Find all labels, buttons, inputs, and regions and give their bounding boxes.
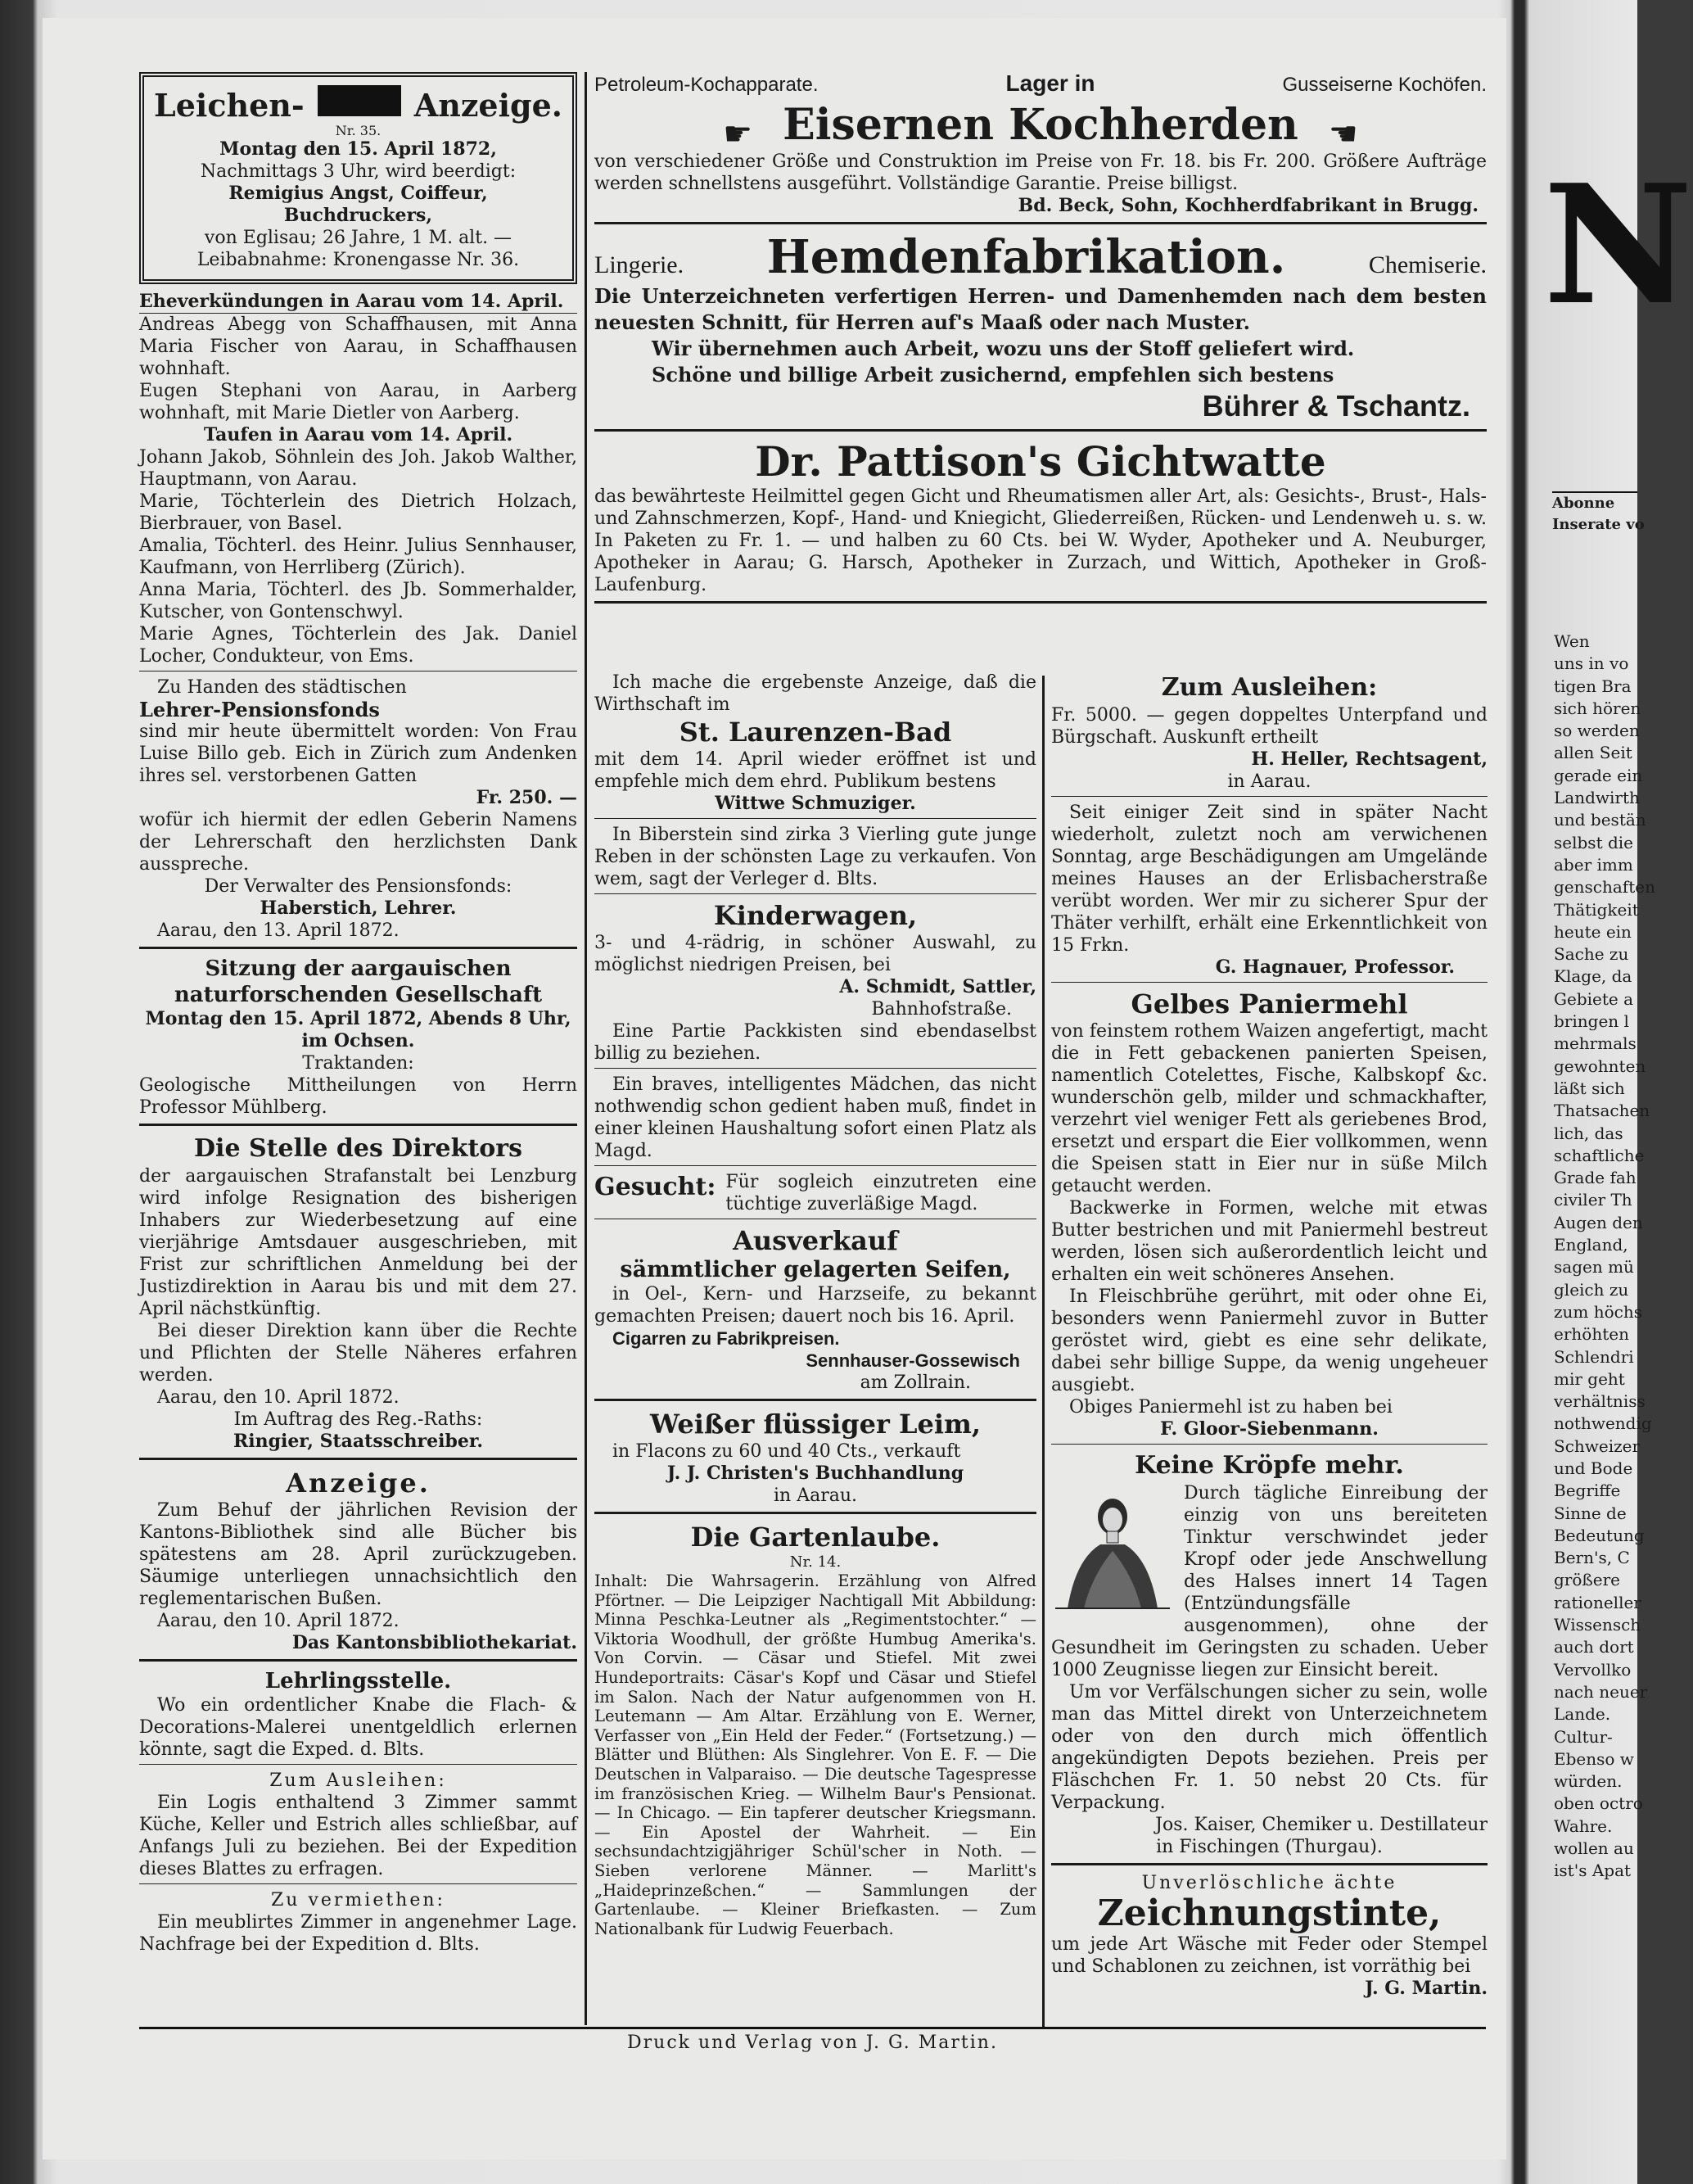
- leichen-line-4: von Eglisau; 26 Jahre, 1 M. alt. —: [204, 228, 512, 248]
- pattison-text: das bewährteste Heilmittel gegen Gicht und Rheumatismen aller Art, als: Gesichts-, Brust-, Hals- und Zahnschmerzen, Kopf-, Hand- und Kniegicht, Gliederreißen, Rücken- und Lendenweh u. s. w. In Paketen zu Fr. 1. — und halben zu 60 Cts. bei W. Wyder, Apotheker und A. Neuburger, Apotheker in Aarau; G. Harsch, Apotheker in Zurzach, und Wittich, Apotheker in Groß-Laufenburg.: [594, 486, 1487, 595]
- next-page-line: gerade ein: [1554, 765, 1643, 785]
- divider: [1051, 796, 1488, 797]
- paniermehl-text-3: In Fleischbrühe gerührt, mit oder ohne Ei, besonders wenn Paniermehl zuvor in Butter geröstet wird, giebt es eine sehr delikate, dabei sehr billige Suppe, da wenig ungeheuer ausgiebt.: [1051, 1286, 1488, 1395]
- next-page-line: Cultur-: [1554, 1726, 1613, 1747]
- ausleihen1-title: Zum Ausleihen:: [269, 1770, 447, 1791]
- kinderwagen-sig-1: A. Schmidt, Sattler,: [839, 976, 1036, 997]
- header-center: Lager in: [1005, 70, 1095, 96]
- ehe-title: Eheverkündungen in Aarau vom 14. April.: [139, 291, 577, 314]
- gesucht-title: Gesucht:: [594, 1173, 716, 1201]
- maedchen-text: Ein braves, intelligentes Mädchen, das nicht nothwendig schon gedient haben muß, findet in einer kleinen Haushaltung sofort einen Platz als Magd.: [594, 1074, 1036, 1161]
- leichen-line-1: Montag den 15. April 1872,: [219, 138, 497, 160]
- next-page-line: und bestän: [1554, 810, 1646, 830]
- leichen-line-3: Remigius Angst, Coiffeur, Buchdruckers,: [228, 183, 488, 226]
- hemden-line-2: Wir übernehmen auch Arbeit, wozu uns der Stoff geliefert wird.: [652, 337, 1355, 360]
- next-page-line: England,: [1554, 1235, 1628, 1255]
- ehe-entry-2: Eugen Stephani von Aarau, in Aarberg wohnhaft, mit Marie Dietler von Aarberg.: [139, 381, 577, 423]
- next-page-line: Ebenso w: [1554, 1748, 1634, 1769]
- ausverkauf-text: in Oel-, Kern- und Harzseife, zu bekannt gemachten Preisen; dauert noch bis 16. April.: [594, 1284, 1036, 1327]
- ausleihen2-sig-1: H. Heller, Rechtsagent,: [1251, 748, 1488, 770]
- next-page-line: oben octro: [1554, 1793, 1643, 1814]
- next-page-line: würden.: [1554, 1771, 1623, 1792]
- ausleihen2-title: Zum Ausleihen:: [1161, 673, 1378, 702]
- next-page-line: gleich zu: [1554, 1279, 1629, 1300]
- next-page-line: Thätigkeit: [1554, 899, 1639, 920]
- leichen-number: Nr. 35.: [335, 123, 381, 138]
- tinte-title: Zeichnungstinte,: [1097, 1892, 1442, 1934]
- next-page-line: Sinne de: [1554, 1503, 1627, 1523]
- column-3: [1051, 671, 1488, 2000]
- ausleihen2-sig-2: in Aarau.: [1227, 771, 1312, 792]
- leim-text: in Flacons zu 60 und 40 Cts., verkauft: [612, 1441, 961, 1462]
- gartenlaube-text: Inhalt: Die Wahrsagerin. Erzählung von Alfred Pförtner. — Die Leipziger Nachtigall Mit Abbildung: Minna Peschka-Leutner als „Regimentstochter.“ — Viktoria Woodhull, der größte Humbug Amerika's. Von Corvin. — Cäsar und Stiefel. Mit zwei Hundeportraits: Cäsar's Kopf und Cäsar und Stiefel im Salon. Nach der Natur aufgenommen von H. Leutemann — Am Altar. Erzählung von E. Werner, Verfasser von „Ein Held der Feder.“ (Fortsetzung.) — Blätter und Blüthen: Als Singlehrer. Von E. F. — Die Deutschen in Valparaiso. — Die deutsche Tagespresse im französischen Krieg. — Wilhelm Baur's Pensionat. — In Chicago. — Ein tapferer deutscher Kriegsmann. — Ein Apostel der Wahrheit. — Ein sechsundachtzigjähriger Schül'scher in Noth. — Sieben verlorene Männer. — Marlitt's „Haideprinzeßchen.“ — Sammlungen der Gartenlaube. — Kleiner Briefkasten. — Zum Nationalbank für Ludwig Feuerbach.: [594, 1571, 1036, 1938]
- taufen-entry-2: Marie, Töchterlein des Dietrich Holzach, Bierbrauer, von Basel.: [139, 491, 577, 534]
- paniermehl-text: von feinstem rothem Waizen angefertigt, macht die in Fett gebackenen panierten Speisen, namentlich Cotelettes, Fische, Kalbskopf &c. wunderschön gelb, milder und schmackhafter, verzehrt viel weniger Fett als geriebenes Brod, ersetzt und erspart die Eier vollkommen, wenn die Speisen statt in Eier nur in süße Milch getaucht werden.: [1051, 1021, 1488, 1196]
- header-left: Petroleum-Kochapparate.: [594, 74, 819, 96]
- leichen-title-left: Leichen-: [154, 87, 305, 124]
- next-page-line: uns in vo: [1554, 653, 1629, 674]
- ausverkauf-sig-2: am Zollrain.: [860, 1372, 971, 1393]
- hemden-signature: Bührer & Tschantz.: [1202, 389, 1470, 423]
- divider: [139, 1124, 577, 1126]
- top-ads: [594, 72, 1487, 610]
- next-page-line: civiler Th: [1554, 1190, 1632, 1210]
- divider: [594, 818, 1036, 819]
- next-page-column: [1554, 631, 1655, 1883]
- ausverkauf-title-2: sämmtlicher gelagerten Seifen,: [620, 1257, 1011, 1282]
- column-1: [139, 72, 577, 1956]
- pension-line-1: Zu Handen des städtischen: [157, 677, 407, 698]
- next-page-line: verhältniss: [1554, 1391, 1646, 1412]
- vermiethen-text: Ein meublirtes Zimmer in angenehmer Lage. Nachfrage bei der Expedition d. Blts.: [139, 1912, 577, 1955]
- coffin-emblem-icon: [318, 85, 401, 116]
- divider: [1051, 982, 1488, 983]
- divider: [139, 1764, 577, 1765]
- next-page-line: allen Seit: [1554, 743, 1632, 763]
- tinte-text: um jede Art Wäsche mit Feder oder Stempel und Schablonen zu zeichnen, ist vorräthig bei: [1051, 1934, 1488, 1977]
- next-page-line: schaftliche: [1554, 1145, 1645, 1165]
- kochherde-signature: Bd. Beck, Sohn, Kochherdfabrikant in Brugg.: [1018, 195, 1479, 216]
- laurenzen-text: mit dem 14. April wieder eröffnet ist und empfehle mich dem ehrd. Publikum bestens: [594, 749, 1036, 792]
- ehe-entry-1: Andreas Abegg von Schaffhausen, mit Anna Maria Fischer von Aarau, in Schaffhausen wohnhaft.: [139, 314, 577, 379]
- laurenzen-sig: Wittwe Schmuziger.: [715, 793, 916, 814]
- hemden-left: Lingerie.: [594, 251, 684, 278]
- vermiethen-title: Zu vermiethen:: [271, 1890, 445, 1910]
- colophon: Druck und Verlag von J. G. Martin.: [139, 2027, 1486, 2053]
- divider: [139, 1659, 577, 1662]
- leichen-line-5: Leibabnahme: Kronengasse Nr. 36.: [196, 250, 520, 270]
- kinderwagen-text-2: Eine Partie Packkisten sind ebendaselbst billig zu beziehen.: [594, 1021, 1036, 1064]
- pension-sig-2: Haberstich, Lehrer.: [260, 898, 457, 919]
- reben-text: In Biberstein sind zirka 3 Vierling gute junge Reben in der schönsten Lage zu verkaufen. Von wem, sagt der Verleger d. Blts.: [594, 825, 1036, 889]
- leichen-title-right: Anzeige.: [413, 87, 562, 124]
- kochherde-title: Eisernen Kochherden: [783, 100, 1298, 150]
- kinderwagen-sig-2: Bahnhofstraße.: [871, 999, 1012, 1020]
- lehrling-text: Wo ein ordentlicher Knabe die Flach- & Decorations-Malerei unentgeldlich erlernen könnte, sagt die Exped. d. Blts.: [139, 1695, 577, 1760]
- next-page-line: genschaften: [1554, 877, 1655, 898]
- next-page-line: bringen l: [1554, 1011, 1629, 1032]
- next-page-line: Vervollko: [1554, 1659, 1632, 1680]
- next-page-line: Sache zu: [1554, 944, 1629, 965]
- next-page-line: heute ein: [1554, 921, 1632, 942]
- column-rule-1: [585, 72, 587, 2025]
- divider: [1051, 1444, 1488, 1445]
- divider: [594, 1512, 1036, 1514]
- leichen-title-row: [154, 85, 562, 124]
- leim-sig-1: J. J. Christen's Buchhandlung: [666, 1463, 964, 1484]
- next-page-line: nothwendig: [1554, 1413, 1652, 1434]
- gesucht-block: [594, 1171, 1036, 1215]
- pension-date: Aarau, den 13. April 1872.: [157, 920, 400, 941]
- next-page-line: auch dort: [1554, 1637, 1634, 1657]
- next-page-line: Bedeutung: [1554, 1525, 1645, 1545]
- next-page-line: Klage, da: [1554, 966, 1632, 987]
- kroepfe-title: Keine Kröpfe mehr.: [1135, 1451, 1404, 1480]
- divider: [594, 429, 1487, 432]
- next-page-line: Grade fah: [1554, 1168, 1637, 1188]
- kinderwagen-text: 3- und 4-rädrig, in schöner Auswahl, zu möglichst niedrigen Preisen, bei: [594, 933, 1036, 975]
- ausverkauf-title: Ausverkauf: [733, 1225, 898, 1256]
- next-page-line: gewohnten: [1554, 1056, 1646, 1076]
- next-page-header: [1552, 491, 1645, 536]
- direktor-sig-1: Im Auftrag des Reg.-Raths:: [233, 1409, 483, 1430]
- next-page-header-line-2: Inserate vo: [1552, 516, 1645, 533]
- divider: [594, 1399, 1036, 1401]
- divider: [139, 1883, 577, 1884]
- belohnung-sig: G. Hagnauer, Professor.: [1215, 956, 1455, 978]
- pension-text-2: wofür ich hiermit der edlen Geberin Namens der Lehrerschaft den herzlichsten Dank ausspreche.: [139, 810, 577, 875]
- column-2: [594, 671, 1036, 1938]
- next-page-line: Bern's, C: [1554, 1548, 1630, 1568]
- taufen-title: Taufen in Aarau vom 14. April.: [203, 424, 513, 445]
- divider: [594, 601, 1487, 604]
- next-page-line: Augen den: [1554, 1212, 1643, 1232]
- next-page-line: mir geht: [1554, 1368, 1625, 1389]
- next-page-line: zum höchs: [1554, 1301, 1643, 1322]
- next-page-line: ist's Apat: [1554, 1861, 1632, 1881]
- direktor-sig-2: Ringier, Staatsschreiber.: [233, 1431, 484, 1452]
- next-page-line: Lande.: [1554, 1704, 1611, 1725]
- pension-amount: Fr. 250. —: [476, 787, 577, 808]
- hemden-title: Hemdenfabrikation.: [766, 230, 1286, 284]
- anzeige-title: Anzeige.: [286, 1467, 431, 1499]
- next-page-line: Landwirth: [1554, 788, 1640, 808]
- paniermehl-text-2: Backwerke in Formen, welche mit etwas Butter bestrichen und mit Paniermehl bestreut werden, lösen sich außerordentlich leicht und erhalten ein weit schöneres Ansehen.: [1051, 1198, 1488, 1285]
- next-page-line: wollen au: [1554, 1838, 1634, 1859]
- paniermehl-text-4: Obiges Paniermehl ist zu haben bei: [1069, 1397, 1393, 1418]
- next-page-line: nach neuer: [1554, 1681, 1648, 1702]
- kochherde-title-row: [594, 101, 1487, 151]
- pension-title: Lehrer-Pensionsfonds: [139, 698, 380, 721]
- pointing-hand-right-icon: ☛: [723, 115, 753, 153]
- divider: [139, 947, 577, 949]
- tinte-sig: J. G. Martin.: [1365, 1978, 1488, 1999]
- pension-sig-1: Der Verwalter des Pensionsfonds:: [204, 876, 512, 897]
- sitzung-text: Geologische Mittheilungen von Herrn Professor Mühlberg.: [139, 1075, 577, 1118]
- ausleihen2-text: Fr. 5000. — gegen doppeltes Unterpfand und Bürgschaft. Auskunft ertheilt: [1051, 705, 1488, 748]
- next-page-line: Begriffe: [1554, 1481, 1621, 1501]
- column-rule-2: [1042, 676, 1045, 2027]
- lehrling-title: Lehrlingsstelle.: [264, 1669, 452, 1693]
- divider: [594, 222, 1487, 224]
- kinderwagen-title: Kinderwagen,: [713, 900, 918, 931]
- taufen-entry-4: Anna Maria, Töchterl. des Jb. Sommerhalder, Kutscher, von Gontenschwyl.: [139, 580, 577, 622]
- next-page-line: rationeller: [1554, 1592, 1641, 1612]
- next-page-line: größere: [1554, 1570, 1620, 1590]
- next-page-header-line-1: Abonne: [1552, 495, 1615, 512]
- next-page-line: tigen Bra: [1554, 676, 1632, 696]
- next-page-line: lich, das: [1554, 1123, 1623, 1143]
- header-right: Gusseiserne Kochöfen.: [1282, 74, 1487, 96]
- divider: [594, 893, 1036, 894]
- belohnung-text: Seit einiger Zeit sind in später Nacht wiederholt, zuletzt noch am verwichenen Sonntag, arge Beschädigungen am Umgelände meines Hauses an der Erlisbacherstraße verübt worden. Wer mir zu sicherer Spur der Thäter verhilft, erhält eine Erkenntlichkeit von 15 Frkn.: [1051, 803, 1488, 956]
- tinte-pre: Unverlöschliche ächte: [1141, 1873, 1397, 1893]
- woman-portrait-icon: [1051, 1485, 1174, 1617]
- next-page-line: Thatsachen: [1554, 1101, 1650, 1121]
- next-page-line: Schlendri: [1554, 1346, 1634, 1367]
- leim-title: Weißer flüssiger Leim,: [650, 1409, 981, 1440]
- hemden-header: [594, 231, 1487, 283]
- next-page-line: Wahre.: [1554, 1815, 1613, 1836]
- kroepfe-text: Durch tägliche Einreibung der einzig von uns bereiteten Tinktur verschwindet jeder Kropf oder jede Anschwellung des Halses innert 14 Tagen (Entzündungsfälle ausgenommen), ohne der Gesundheit im Geringsten zu schaden. Ueber 1000 Zeugnisse liegen zur Einsicht bereit.: [1051, 1483, 1488, 1680]
- ausverkauf-sig-1: Sennhauser-Gossewisch: [806, 1350, 1020, 1371]
- next-page-big-letter: N: [1543, 149, 1693, 341]
- pension-text: sind mir heute übermittelt worden: Von Frau Luise Billo geb. Eich in Zürich zum Andenken ihres sel. verstorbenen Gatten: [139, 721, 577, 786]
- taufen-entry-5: Marie Agnes, Töchterlein des Jak. Daniel Locher, Condukteur, von Ems.: [139, 624, 577, 667]
- next-page-line: selbst die: [1554, 832, 1633, 852]
- paniermehl-sig: F. Gloor-Siebenmann.: [1160, 1418, 1379, 1440]
- sitzung-traktanden: Traktanden:: [302, 1053, 414, 1074]
- leichen-line-2: Nachmittags 3 Uhr, wird beerdigt:: [200, 161, 517, 182]
- pointing-hand-left-icon: ☚: [1328, 115, 1358, 153]
- direktor-text-2: Bei dieser Direktion kann über die Rechte und Pflichten der Stelle Näheres erfahren werden.: [139, 1321, 577, 1386]
- kroepfe-text-2: Um vor Verfälschungen sicher zu sein, wolle man das Mittel direkt von Unterzeichnetem oder von den durch mich öffentlich angekündigten Depots beziehen. Preis per Fläschchen Fr. 1. 50 nebst 20 Cts. für Verpackung.: [1051, 1682, 1488, 1813]
- next-page-line: so werden: [1554, 721, 1640, 741]
- leim-sig-2: in Aarau.: [774, 1485, 857, 1506]
- kroepfe-sig-2: in Fischingen (Thurgau).: [1156, 1837, 1383, 1857]
- sitzung-title: Sitzung der aargauischen naturforschenden Gesellschaft: [174, 956, 543, 1007]
- sitzung-when: Montag den 15. April 1872, Abends 8 Uhr, im Ochsen.: [145, 1008, 571, 1051]
- hemden-right: Chemiserie.: [1368, 251, 1487, 278]
- ausleihen1-text: Ein Logis enthaltend 3 Zimmer sammt Küche, Keller und Estrich alles schließbar, auf Anfangs Juli zu beziehen. Bei der Expedition dieses Blattes zu erfragen.: [139, 1793, 577, 1879]
- direktor-text: der aargauischen Strafanstalt bei Lenzburg wird infolge Resignation des bisherigen Inhabers zur Wiederbesetzung auf eine vierjährige Amtsdauer ausgeschrieben, mit Frist zur schriftlichen Anmeldung bei der Justizdirektion in Aarau bis und mit dem 27. April nächstkünftig.: [139, 1166, 577, 1319]
- next-page-line: sagen mü: [1554, 1257, 1634, 1277]
- divider: [594, 1165, 1036, 1166]
- kochherde-text: von verschiedener Größe und Construktion im Preise von Fr. 18. bis Fr. 200. Größere Aufträge werden schnellstens ausgeführt. Vollständige Garantie. Preise billigst.: [594, 151, 1487, 194]
- paniermehl-title: Gelbes Paniermehl: [1131, 988, 1408, 1020]
- kroepfe-sig-1: Jos. Kaiser, Chemiker u. Destillateur: [1155, 1815, 1488, 1835]
- laurenzen-title: St. Laurenzen-Bad: [679, 717, 952, 748]
- direktor-title: Die Stelle des Direktors: [194, 1134, 522, 1163]
- next-page-line: Schweizer: [1554, 1436, 1641, 1456]
- gartenlaube-title: Die Gartenlaube.: [690, 1522, 941, 1553]
- direktor-date: Aarau, den 10. April 1872.: [157, 1387, 400, 1408]
- hemden-line-3: Schöne und billige Arbeit zusichernd, empfehlen sich bestens: [652, 363, 1334, 387]
- anzeige-sig: Das Kantonsbibliothekariat.: [291, 1632, 577, 1653]
- taufen-entry-3: Amalia, Töchterl. des Heinr. Julius Sennhauser, Kaufmann, von Herrliberg (Zürich).: [139, 536, 577, 578]
- taufen-entry-1: Johann Jakob, Söhnlein des Joh. Jakob Walther, Hauptmann, von Aarau.: [139, 447, 577, 490]
- next-page-line: und Bode: [1554, 1458, 1633, 1478]
- next-page-line: sich hören: [1554, 698, 1641, 718]
- pattison-title: Dr. Pattison's Gichtwatte: [755, 437, 1326, 486]
- ausverkauf-cigarren: Cigarren zu Fabrikpreisen.: [612, 1328, 840, 1349]
- laurenzen-intro: Ich mache die ergebenste Anzeige, daß die Wirthschaft im: [594, 672, 1036, 715]
- next-page-line: mehrmals: [1554, 1033, 1637, 1054]
- next-page-line: erhöhten: [1554, 1324, 1629, 1345]
- anzeige-text: Zum Behuf der jährlichen Revision der Kantons-Bibliothek sind alle Bücher bis spätestens am 28. April zurückzugeben. Säumige unterliegen unnachsichtlich den reglementarischen Bußen.: [139, 1500, 577, 1609]
- gesucht-text: Für sogleich einzutreten eine tüchtige zuverläßige Magd.: [725, 1172, 1036, 1214]
- hemden-line-1: Die Unterzeichneten verfertigen Herren- und Damenhemden nach dem besten neuesten Schnitt, für Herren auf's Maaß oder nach Muster.: [594, 284, 1487, 334]
- divider: [139, 1458, 577, 1460]
- divider: [1051, 1863, 1488, 1865]
- next-page-line: läßt sich: [1554, 1078, 1625, 1098]
- kochherde-header-bar: [594, 72, 1487, 96]
- next-page-line: Wissensch: [1554, 1615, 1641, 1635]
- gartenlaube-nr: Nr. 14.: [789, 1553, 842, 1571]
- leichen-anzeige-box: [139, 72, 577, 284]
- next-page-line: aber imm: [1554, 854, 1633, 875]
- divider: [594, 1068, 1036, 1069]
- next-page-line: Wen: [1554, 631, 1590, 651]
- anzeige-date: Aarau, den 10. April 1872.: [157, 1611, 400, 1631]
- next-page-line: Gebiete a: [1554, 988, 1634, 1009]
